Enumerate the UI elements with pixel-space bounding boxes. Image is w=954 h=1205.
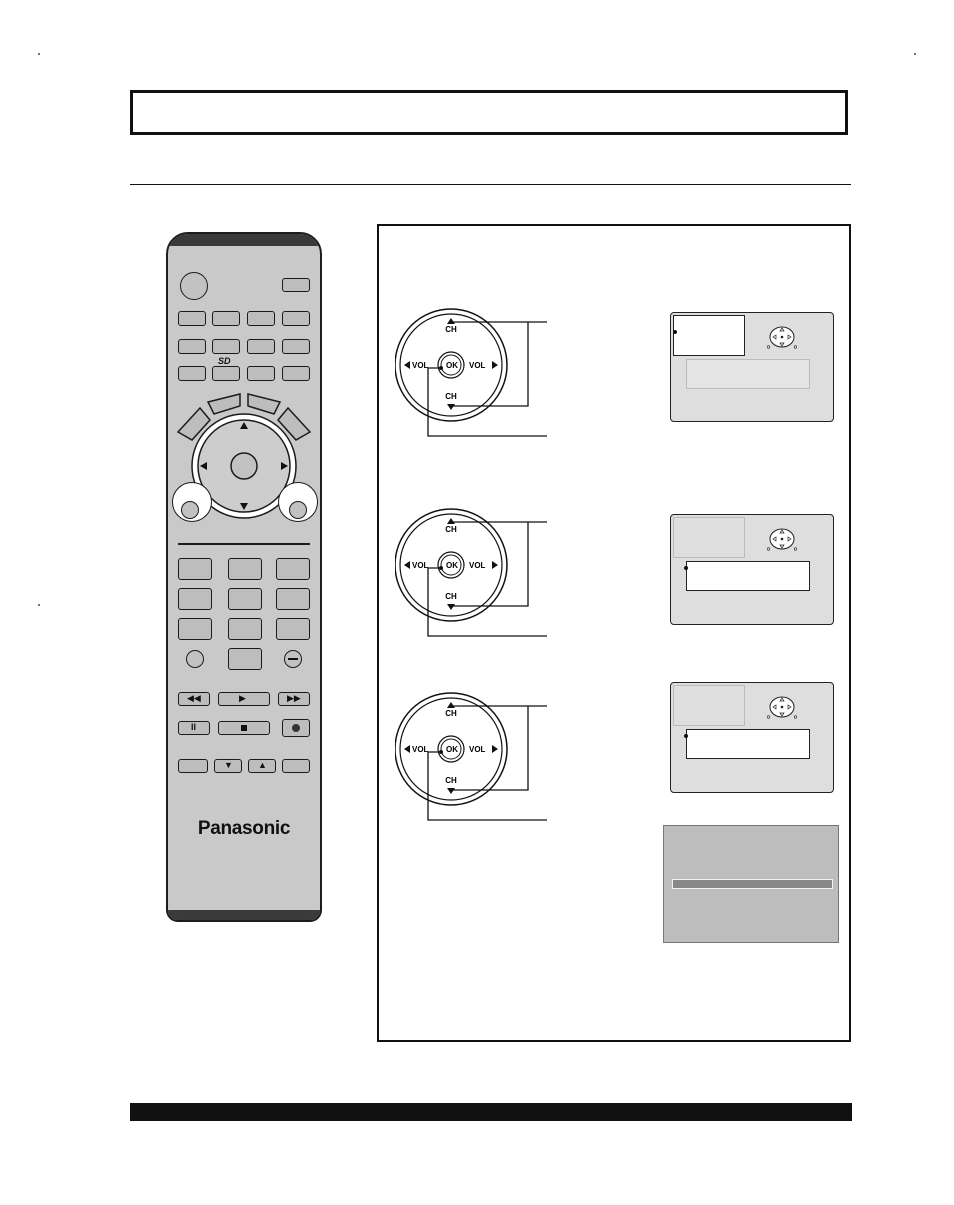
remote-button[interactable] bbox=[282, 759, 310, 773]
osd-cursor-dot bbox=[684, 566, 688, 570]
remote-top-cap bbox=[168, 234, 320, 246]
osd-left-box bbox=[673, 315, 745, 356]
dpad-diagram-step-1 bbox=[395, 300, 555, 445]
remote-button[interactable] bbox=[282, 311, 310, 326]
header-rule bbox=[130, 184, 851, 185]
menu-arc-button-left[interactable] bbox=[208, 394, 240, 414]
menu-arc-button-right[interactable] bbox=[248, 394, 280, 414]
pause-button[interactable] bbox=[178, 721, 210, 735]
up-arrow-icon: ▲ bbox=[258, 760, 267, 770]
remote-control bbox=[166, 232, 322, 922]
vol-left-label: VOL bbox=[412, 745, 429, 754]
channel-down-button[interactable] bbox=[214, 759, 242, 773]
dpad-mini-icon bbox=[767, 325, 797, 349]
osd-wide-box bbox=[686, 561, 810, 591]
input-button[interactable] bbox=[282, 278, 310, 292]
number-key[interactable] bbox=[276, 558, 310, 580]
return-button[interactable] bbox=[289, 501, 307, 519]
stop-icon bbox=[241, 725, 247, 731]
osd-left-box bbox=[673, 685, 745, 726]
dpad-mini-icon bbox=[767, 527, 797, 551]
osd-cursor-dot bbox=[673, 330, 677, 334]
remote-button[interactable] bbox=[178, 759, 208, 773]
rewind-icon: ◀◀ bbox=[187, 693, 201, 703]
ch-up-label: CH bbox=[445, 525, 457, 534]
remote-button[interactable] bbox=[212, 339, 240, 354]
remote-button[interactable] bbox=[178, 339, 206, 354]
ok-label: OK bbox=[446, 561, 458, 570]
number-key[interactable] bbox=[276, 618, 310, 640]
vol-left-label: VOL bbox=[412, 361, 429, 370]
osd-screen-step-1 bbox=[670, 312, 834, 422]
number-key[interactable] bbox=[276, 588, 310, 610]
record-button[interactable] bbox=[282, 719, 310, 737]
osd-screen-step-3 bbox=[670, 682, 834, 793]
page-speck bbox=[38, 604, 40, 606]
fast-forward-icon: ▶▶ bbox=[287, 693, 301, 703]
number-key[interactable] bbox=[178, 618, 212, 640]
ch-down-label: CH bbox=[445, 592, 457, 601]
ch-up-label: CH bbox=[445, 709, 457, 718]
power-button[interactable] bbox=[180, 272, 208, 300]
osd-screen-step-2 bbox=[670, 514, 834, 625]
exit-button[interactable] bbox=[181, 501, 199, 519]
osd-left-box bbox=[673, 517, 745, 558]
remote-button[interactable] bbox=[178, 311, 206, 326]
number-key[interactable] bbox=[228, 588, 262, 610]
result-highlight-bar bbox=[672, 879, 833, 889]
number-key[interactable] bbox=[228, 618, 262, 640]
footer-bar bbox=[130, 1103, 852, 1121]
remote-ok-button[interactable] bbox=[231, 453, 257, 479]
number-key[interactable] bbox=[178, 558, 212, 580]
vol-right-label: VOL bbox=[469, 745, 486, 754]
remote-button[interactable] bbox=[212, 311, 240, 326]
down-arrow-icon: ▼ bbox=[224, 760, 233, 770]
page-title-box bbox=[130, 90, 848, 135]
remote-button[interactable] bbox=[247, 311, 275, 326]
ch-up-label: CH bbox=[445, 325, 457, 334]
panasonic-logo: Panasonic bbox=[197, 818, 291, 839]
vol-left-label: VOL bbox=[412, 561, 429, 570]
dpad-mini-icon bbox=[767, 695, 797, 719]
number-key[interactable] bbox=[178, 588, 212, 610]
round-key-left[interactable] bbox=[186, 650, 204, 668]
vol-right-label: VOL bbox=[469, 561, 486, 570]
channel-up-button[interactable] bbox=[248, 759, 276, 773]
ok-label: OK bbox=[446, 745, 458, 754]
remote-button[interactable] bbox=[178, 366, 206, 381]
sd-button[interactable] bbox=[212, 366, 240, 381]
sd-badge: SD bbox=[218, 356, 231, 366]
pause-icon: II bbox=[191, 722, 197, 732]
ch-down-label: CH bbox=[445, 392, 457, 401]
remote-button[interactable] bbox=[282, 339, 310, 354]
osd-cursor-dot bbox=[684, 734, 688, 738]
page-speck bbox=[38, 53, 40, 55]
number-key-zero[interactable] bbox=[228, 648, 262, 670]
play-button[interactable] bbox=[218, 692, 270, 706]
vol-right-label: VOL bbox=[469, 361, 486, 370]
dpad-diagram-step-3 bbox=[395, 684, 555, 829]
remote-divider bbox=[178, 543, 310, 545]
stop-button[interactable] bbox=[218, 721, 270, 735]
ok-label: OK bbox=[446, 361, 458, 370]
record-icon bbox=[292, 724, 300, 732]
remote-button[interactable] bbox=[247, 339, 275, 354]
remote-button[interactable] bbox=[282, 366, 310, 381]
osd-wide-box bbox=[686, 359, 810, 389]
remote-bottom-cap bbox=[168, 910, 320, 920]
play-icon: ▶ bbox=[239, 693, 246, 703]
minus-icon bbox=[288, 658, 298, 660]
rewind-button[interactable] bbox=[178, 692, 210, 706]
osd-wide-box bbox=[686, 729, 810, 759]
ch-down-label: CH bbox=[445, 776, 457, 785]
number-key[interactable] bbox=[228, 558, 262, 580]
dpad-diagram-step-2 bbox=[395, 500, 555, 645]
fast-forward-button[interactable] bbox=[278, 692, 310, 706]
page-speck bbox=[914, 53, 916, 55]
remote-button[interactable] bbox=[247, 366, 275, 381]
